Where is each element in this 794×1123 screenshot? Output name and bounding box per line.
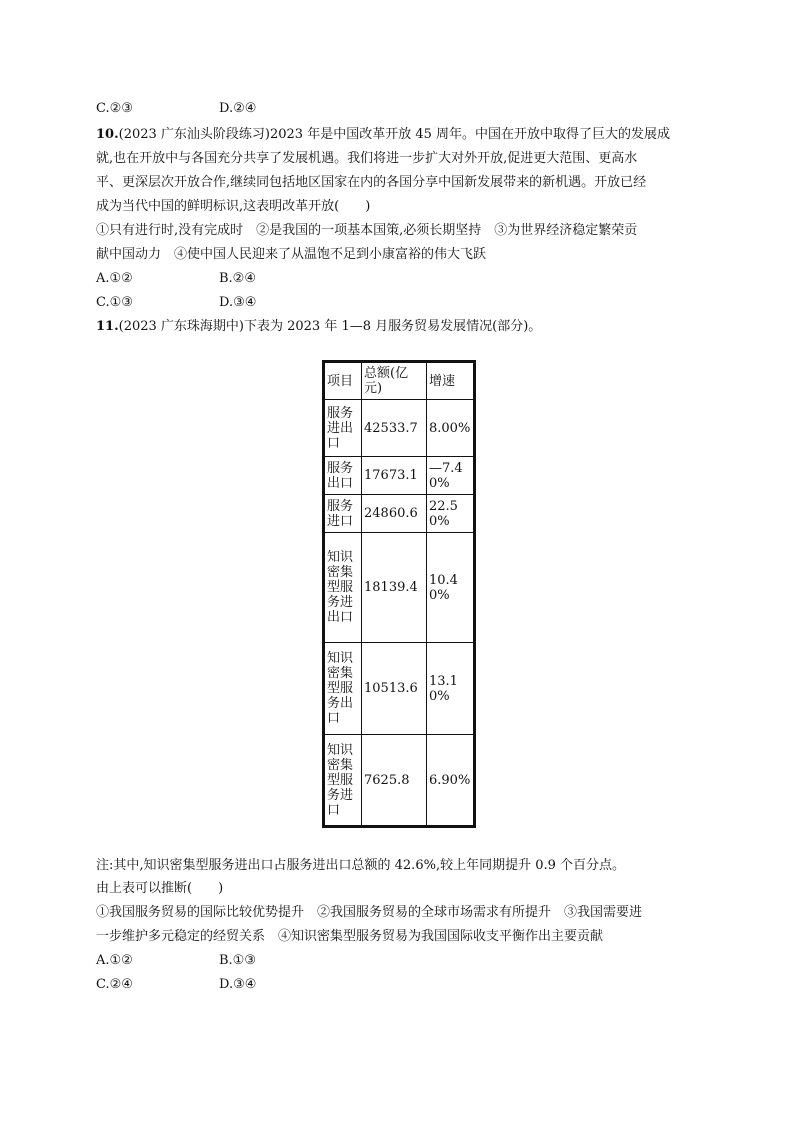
table-row bbox=[324, 735, 475, 827]
q11-line-1 bbox=[96, 318, 541, 336]
header-total: 总额(亿元) bbox=[362, 362, 427, 400]
row-total: 42533.7 bbox=[362, 400, 427, 457]
row-growth: 10.40% bbox=[427, 533, 475, 643]
row-item: 服务进口 bbox=[324, 495, 362, 533]
q11-statements-1: ①我国服务贸易的国际比较优势提升 ②我国服务贸易的全球市场需求有所提升 ③我国需要进 bbox=[96, 905, 643, 920]
row-total: 24860.6 bbox=[362, 495, 427, 533]
q10-option-c: C.①③ bbox=[96, 295, 133, 310]
q11-option-c: C.②④ bbox=[96, 977, 133, 992]
table-row bbox=[324, 495, 475, 533]
row-total: 10513.6 bbox=[362, 643, 427, 735]
q11-question: 由上表可以推断( ) bbox=[96, 881, 224, 896]
q9-option-c: C.②③ bbox=[96, 101, 133, 116]
row-growth: 6.90% bbox=[427, 735, 475, 827]
table-row bbox=[324, 457, 475, 495]
q10-option-a: A.①② bbox=[96, 271, 133, 286]
row-growth: 8.00% bbox=[427, 400, 475, 457]
q10-option-b: B.②④ bbox=[219, 271, 256, 286]
q11-option-d: D.③④ bbox=[219, 977, 257, 992]
q9-option-d: D.②④ bbox=[219, 101, 257, 116]
row-item: 知识密集型服务进出口 bbox=[324, 533, 362, 643]
q11-intro: (2023 广东珠海期中)下表为 2023 年 1—8 月服务贸易发展情况(部分)。 bbox=[118, 319, 542, 334]
header-growth: 增速 bbox=[427, 362, 475, 400]
row-item: 服务出口 bbox=[324, 457, 362, 495]
row-growth: 13.10% bbox=[427, 643, 475, 735]
q10-statements-2: 献中国动力 ④使中国人民迎来了从温饱不足到小康富裕的伟大飞跃 bbox=[96, 247, 487, 262]
table-row bbox=[324, 643, 475, 735]
row-total: 7625.8 bbox=[362, 735, 427, 827]
row-growth: 22.50% bbox=[427, 495, 475, 533]
q10-number: 10. bbox=[96, 127, 119, 142]
q11-statements-2: 一步维护多元稳定的经贸关系 ④知识密集型服务贸易为我国国际收支平衡作出主要贡献 bbox=[96, 929, 604, 944]
q10-line-1 bbox=[96, 126, 670, 144]
row-item: 服务进出口 bbox=[324, 400, 362, 457]
q10-statements-1: ①只有进行时,没有完成时 ②是我国的一项基本国策,必须长期坚持 ③为世界经济稳定繁荣贡 bbox=[96, 223, 638, 238]
q10-option-d: D.③④ bbox=[219, 295, 257, 310]
q10-stem-1: (2023 广东汕头阶段练习)2023 年是中国改革开放 45 周年。中国在开放中取得了巨大的发展成 bbox=[118, 127, 671, 142]
header-item: 项目 bbox=[324, 362, 362, 400]
row-growth: —7.40% bbox=[427, 457, 475, 495]
q10-line-4: 成为当代中国的鲜明标识,这表明改革开放( ) bbox=[96, 199, 371, 214]
q11-number: 11. bbox=[96, 319, 119, 334]
row-total: 18139.4 bbox=[362, 533, 427, 643]
table-row bbox=[324, 400, 475, 457]
q11-option-a: A.①② bbox=[96, 953, 133, 968]
table-header-row bbox=[324, 362, 475, 400]
trade-table bbox=[322, 360, 476, 828]
row-total: 17673.1 bbox=[362, 457, 427, 495]
row-item: 知识密集型服务进口 bbox=[324, 735, 362, 827]
q11-option-b: B.①③ bbox=[219, 953, 256, 968]
row-item: 知识密集型服务出口 bbox=[324, 643, 362, 735]
table-row bbox=[324, 533, 475, 643]
q11-note: 注:其中,知识密集型服务进出口占服务进出口总额的 42.6%,较上年同期提升 0.9 个百分点。 bbox=[96, 858, 626, 873]
q10-line-3: 平、更深层次开放合作,继续同包括地区国家在内的各国分享中国新发展带来的新机遇。开放已经 bbox=[96, 175, 647, 190]
q10-line-2: 就,也在开放中与各国充分共享了发展机遇。我们将进一步扩大对外开放,促进更大范围、更高水 bbox=[96, 151, 638, 166]
